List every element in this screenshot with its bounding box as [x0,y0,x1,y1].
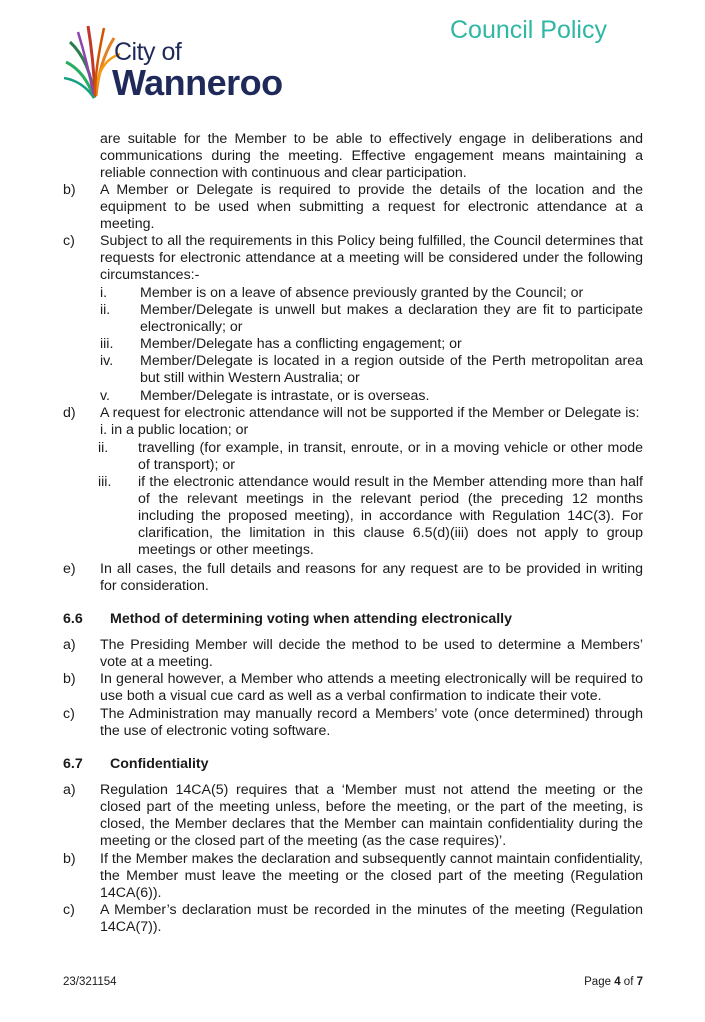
page-total: 7 [636,976,643,988]
page-separator: of [623,976,634,988]
sub-label-c-i: i. [100,285,108,301]
sub-item-c-i: Member is on a leave of absence previously granted by the Council; or [140,285,584,301]
s66-item-c: The Administration may manually record a Members’ vote (once determined) through the use of electronic voting software. [100,706,643,739]
sub-label-c-iv: iv. [100,353,114,369]
logo-wanneroo-text: Wanneroo [112,62,283,103]
section-number-6-7: 6.7 [63,756,83,772]
list-label-c: c) [63,233,75,249]
page-current: 4 [614,976,621,988]
s67-item-b: If the Member makes the declaration and subsequently cannot maintain confidentiality, the Member must leave the meeting or the closed part of the meeting (Regulation 14CA(6)). [100,851,643,901]
sub-item-c-iv: Member/Delegate is located in a region outside of the Perth metropolitan area but still within Western Australia; or [140,353,643,386]
list-item-c: Subject to all the requirements in this Policy being fulfilled, the Council determines that requests for electronic attendance at a meeting will be considered under the following circumstances:- [100,233,643,283]
s67-label-c: c) [63,902,75,918]
sub-label-c-v: v. [100,388,110,404]
s66-label-a: a) [63,637,76,653]
list-item-b: A Member or Delegate is required to provide the details of the location and the equipment to be used when submitting a request for electronic attendance at a meeting. [100,182,643,232]
sub-label-d-iii: iii. [98,474,112,490]
list-item-d: A request for electronic attendance will not be supported if the Member or Delegate is: [100,405,640,421]
section-title-6-7: Confidentiality [110,756,209,772]
list-label-b: b) [63,182,76,198]
s67-label-a: a) [63,782,76,798]
s66-item-b: In general however, a Member who attends a meeting electronically will be required to use both a visual cue card as well as a verbal confirmation to indicate their vote. [100,671,643,704]
city-logo [64,20,294,102]
s66-label-b: b) [63,671,76,687]
logo-city-text: City of [114,38,182,66]
intro-paragraph: are suitable for the Member to be able to effectively engage in deliberations and communications during the meeting. Effective engagement means maintaining a reliable connection with continuous and clear participation. [100,131,643,181]
sub-item-c-ii: Member/Delegate is unwell but makes a declaration they are fit to participate electronically; or [140,302,643,335]
list-label-e: e) [63,561,76,577]
footer-page-number [584,976,643,988]
sub-item-d-ii: travelling (for example, in transit, enroute, or in a moving vehicle or other mode of transport); or [138,440,643,473]
sub-label-c-ii: ii. [100,302,111,318]
sub-item-c-v: Member/Delegate is intrastate, or is overseas. [140,388,430,404]
sub-item-c-iii: Member/Delegate has a conflicting engagement; or [140,336,462,352]
s67-label-b: b) [63,851,76,867]
section-title-6-6: Method of determining voting when attending electronically [110,611,513,627]
sub-label-d-ii: ii. [98,440,109,456]
s67-item-a: Regulation 14CA(5) requires that a ‘Member must not attend the meeting or the closed part of the meeting unless, before the meeting, or the part of the meeting, is closed, the Member declares that the Member can maintain confidentiality during the meeting or the closed part of the meeting (as the case requires)’. [100,782,643,849]
sub-label-c-iii: iii. [100,336,114,352]
s66-label-c: c) [63,706,75,722]
s67-item-c: A Member’s declaration must be recorded in the minutes of the meeting (Regulation 14CA(7)). [100,902,643,935]
section-number-6-6: 6.6 [63,611,83,627]
sub-item-d-i: i. in a public location; or [100,422,249,438]
s66-item-a: The Presiding Member will decide the method to be used to determine a Members’ vote at a meeting. [100,637,643,670]
list-label-d: d) [63,405,76,421]
list-item-e: In all cases, the full details and reasons for any request are to be provided in writing for consideration. [100,561,643,594]
page-prefix: Page [584,976,611,988]
sub-item-d-iii: if the electronic attendance would result in the Member attending more than half of the relevant meetings in the relevant period (the preceding 12 months including the proposed meeting), in accordance with Regulation 14C(3). For clarification, the limitation in this clause 6.5(d)(iii) does not apply to group meetings or other meetings. [138,474,643,558]
page-header-title: Council Policy [449,16,607,44]
footer-doc-ref: 23/321154 [63,976,117,988]
